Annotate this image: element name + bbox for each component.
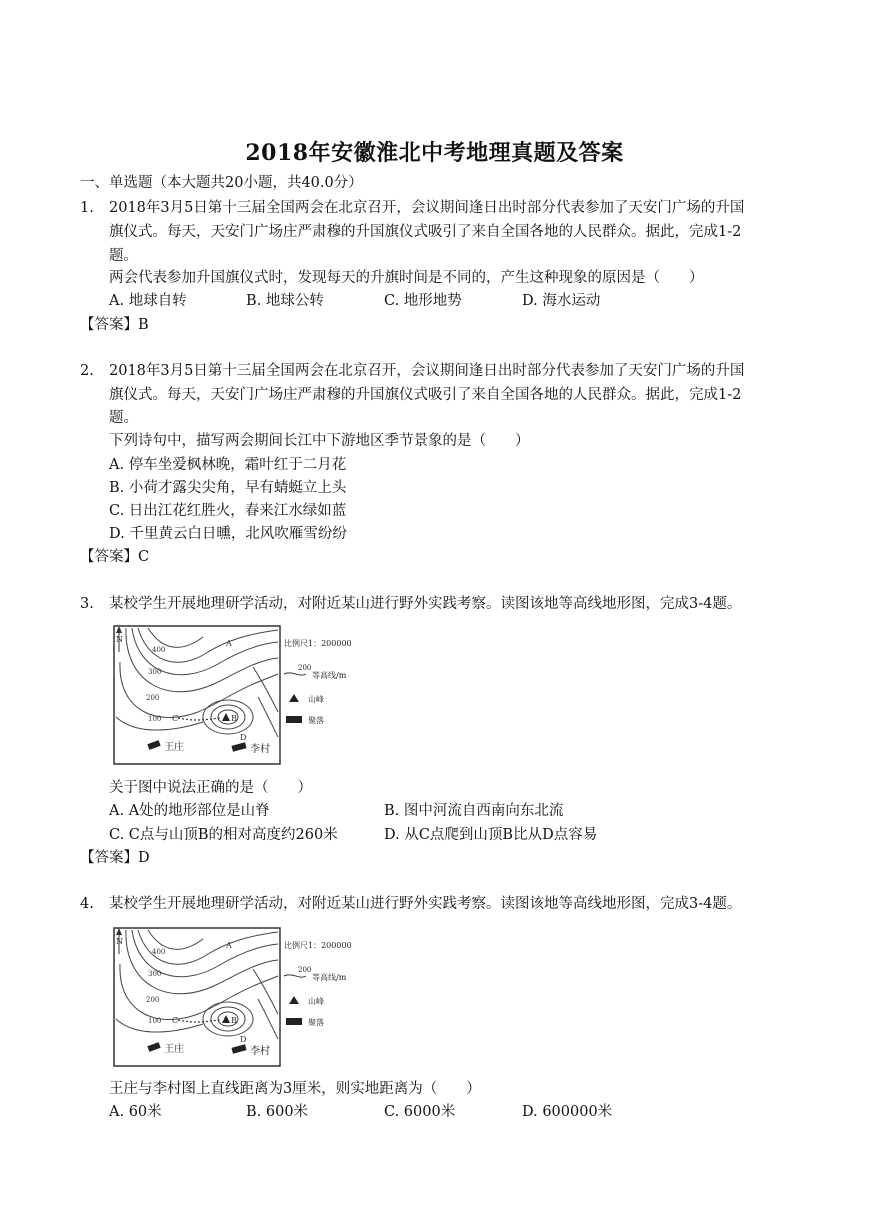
point-b-label: B xyxy=(231,1016,237,1025)
contour-map-1 xyxy=(108,622,398,772)
question-1-option-d: D. 海水运动 xyxy=(522,293,601,309)
section-heading: 一、单选题（本大题共20小题，共40.0分） xyxy=(80,175,363,191)
peak-b-icon xyxy=(222,713,230,721)
question-3-option-c: C. C点与山顶B的相对高度约260米 xyxy=(109,827,338,843)
question-2-option-b: B. 小荷才露尖尖角，早有蜻蜓立上头 xyxy=(109,480,347,496)
legend-settlement-label: 聚落 xyxy=(308,1018,324,1027)
question-1-option-b: B. 地球公转 xyxy=(246,293,324,309)
legend-contour-value: 200 xyxy=(298,966,312,974)
question-1-option-c: C. 地形地势 xyxy=(384,293,462,309)
legend-settlement-label: 聚落 xyxy=(308,716,324,725)
contour-label-200: 200 xyxy=(146,694,160,702)
legend-settlement-icon xyxy=(286,716,302,723)
contour-label-200: 200 xyxy=(146,996,160,1004)
village-west-label: 王庄 xyxy=(164,1044,184,1055)
point-a-label: A xyxy=(226,639,232,648)
question-2-option-d: D. 千里黄云白日曛，北风吹雁雪纷纷 xyxy=(109,526,347,542)
legend-contour-label: 等高线/m xyxy=(312,973,347,982)
settlement-east-icon xyxy=(231,1044,246,1053)
question-4-number: 4. xyxy=(80,896,94,912)
legend-contour-value: 200 xyxy=(298,664,312,672)
question-1-number: 1. xyxy=(80,200,94,216)
question-2-stem-line3: 题。 xyxy=(109,410,138,426)
north-arrow-label: N xyxy=(116,937,123,946)
point-c-label: C xyxy=(172,714,179,723)
question-3-option-d: D. 从C点爬到山顶B比从D点容易 xyxy=(384,827,598,843)
question-4-option-d: D. 600000米 xyxy=(522,1104,613,1120)
contour-map-2 xyxy=(108,924,398,1074)
point-d-label: D xyxy=(240,1035,247,1044)
question-3-option-a: A. A处的地形部位是山脊 xyxy=(109,803,270,819)
question-1-stem-line2: 旗仪式。每天，天安门广场庄严肃穆的升国旗仪式吸引了来自全国各地的人民群众。据此，完成1-2 xyxy=(109,224,742,240)
village-east-label: 李村 xyxy=(250,744,270,755)
settlement-west-icon xyxy=(147,1042,160,1052)
question-3-number: 3. xyxy=(80,596,94,612)
question-4-option-b: B. 600米 xyxy=(246,1104,309,1120)
question-4-stem: 某校学生开展地理研学活动，对附近某山进行野外实践考察。读图该地等高线地形图，完成3-4题。 xyxy=(109,896,742,912)
contour-label-400: 400 xyxy=(152,948,166,956)
legend-contour-label: 等高线/m xyxy=(312,671,347,680)
contour-label-100: 100 xyxy=(148,715,162,723)
point-b-label: B xyxy=(231,714,237,723)
map-scale: 比例尺1：200000 xyxy=(284,941,352,950)
contour-label-300: 300 xyxy=(148,668,162,676)
map-scale: 比例尺1：200000 xyxy=(284,639,352,648)
question-1-stem-line3: 题。 xyxy=(109,248,138,264)
question-3-answer: 【答案】D xyxy=(80,850,150,866)
legend-settlement-icon xyxy=(286,1018,302,1025)
legend-peak-label: 山峰 xyxy=(308,997,324,1006)
question-2-answer: 【答案】C xyxy=(80,549,150,565)
question-1-option-a: A. 地球自转 xyxy=(109,293,187,309)
north-arrow-label: N xyxy=(116,635,123,644)
legend-peak-icon xyxy=(289,996,299,1004)
contour-label-100: 100 xyxy=(148,1017,162,1025)
legend-peak-icon xyxy=(289,694,299,702)
peak-b-icon xyxy=(222,1015,230,1023)
legend-peak-label: 山峰 xyxy=(308,695,324,704)
question-4-option-a: A. 60米 xyxy=(109,1104,162,1120)
point-a-label: A xyxy=(226,941,232,950)
question-2-option-a: A. 停车坐爱枫林晚，霜叶红于二月花 xyxy=(109,457,347,473)
village-east-label: 李村 xyxy=(250,1046,270,1057)
question-3-option-b: B. 图中河流自西南向东北流 xyxy=(384,803,564,819)
village-west-label: 王庄 xyxy=(164,742,184,753)
question-3-text: 关于图中说法正确的是（ ） xyxy=(109,780,312,796)
question-2-number: 2. xyxy=(80,363,94,379)
question-1-text: 两会代表参加升国旗仪式时，发现每天的升旗时间是不同的，产生这种现象的原因是（ ） xyxy=(109,270,704,286)
question-2-stem-line2: 旗仪式。每天，天安门广场庄严肃穆的升国旗仪式吸引了来自全国各地的人民群众。据此，完成1-2 xyxy=(109,387,742,403)
page-title: 2018年安徽淮北中考地理真题及答案 xyxy=(245,140,624,166)
point-c-label: C xyxy=(172,1016,179,1025)
question-2-option-c: C. 日出江花红胜火，春来江水绿如蓝 xyxy=(109,503,347,519)
question-1-answer: 【答案】B xyxy=(80,317,149,333)
question-2-stem-line1: 2018年3月5日第十三届全国两会在北京召开，会议期间逢日出时部分代表参加了天安门广场的升国 xyxy=(109,363,745,379)
contour-label-300: 300 xyxy=(148,970,162,978)
question-3-stem: 某校学生开展地理研学活动，对附近某山进行野外实践考察。读图该地等高线地形图，完成3-4题。 xyxy=(109,596,742,612)
settlement-west-icon xyxy=(147,740,160,750)
question-2-text: 下列诗句中，描写两会期间长江中下游地区季节景象的是（ ） xyxy=(109,433,530,449)
question-1-stem-line1: 2018年3月5日第十三届全国两会在北京召开，会议期间逢日出时部分代表参加了天安门广场的升国 xyxy=(109,200,745,216)
settlement-east-icon xyxy=(231,742,246,751)
contour-label-400: 400 xyxy=(152,646,166,654)
point-d-label: D xyxy=(240,733,247,742)
question-4-text: 王庄与李村图上直线距离为3厘米，则实地距离为（ ） xyxy=(109,1081,481,1097)
question-4-option-c: C. 6000米 xyxy=(384,1104,456,1120)
